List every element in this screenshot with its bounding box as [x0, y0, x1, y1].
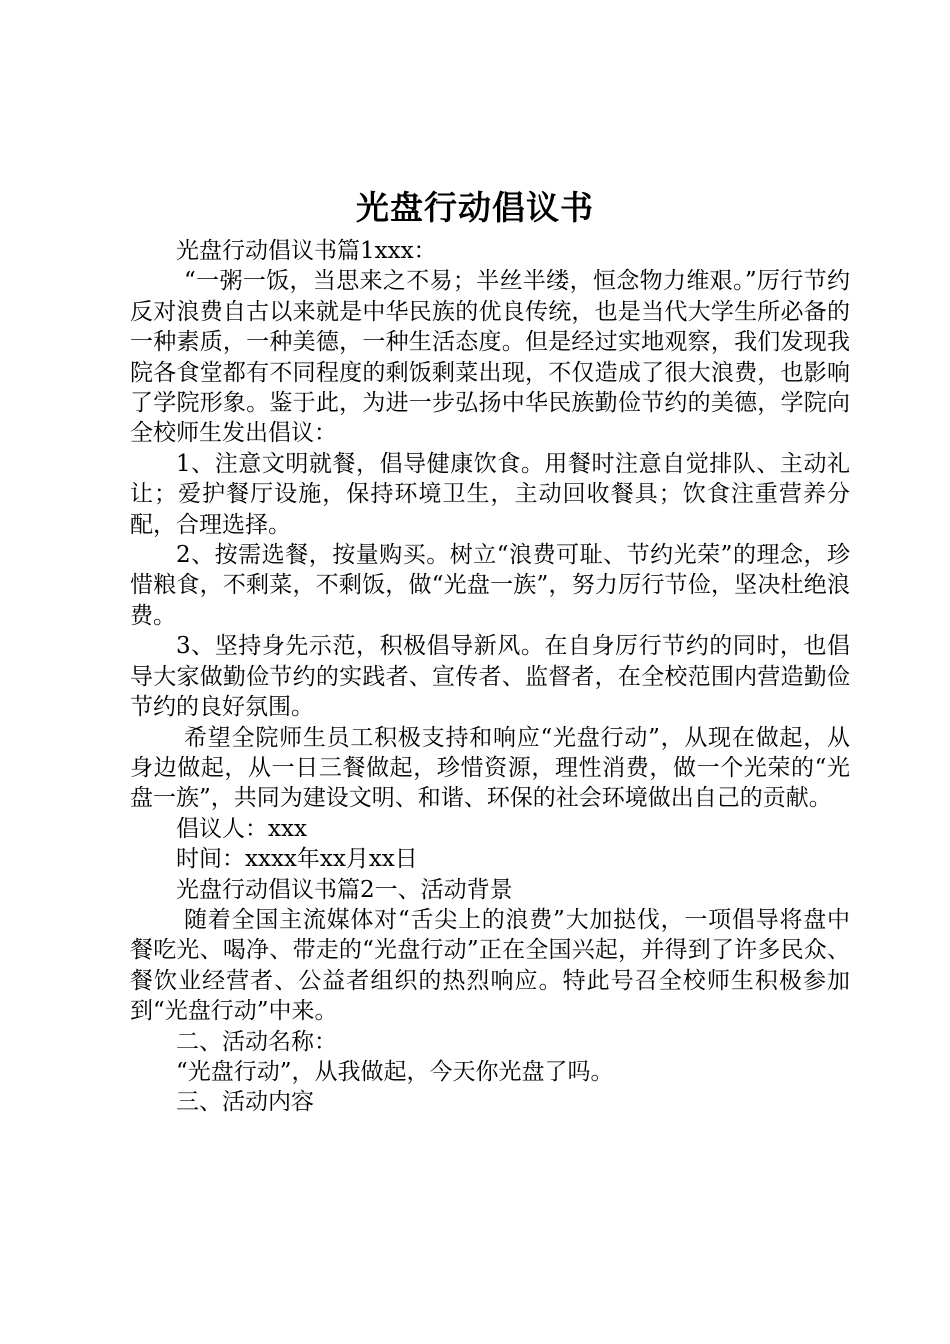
document-body [130, 236, 850, 1118]
background-paragraph: 随着全国主流媒体对“舌尖上的浪费”大加挞伐，一项倡导将盘中餐吃光、喝净、带走的“光盘行动”正在全国兴起，并得到了许多民众、餐饮业经营者、公益者组织的热烈响应。特此号召全校师生积极参加到“光盘行动”中来。 [130, 906, 850, 1025]
activity-name-heading: 二、活动名称： [176, 1028, 337, 1055]
proposal-item-3: 3、坚持身先示范，积极倡导新风。在自身厉行节约的同时，也倡导大家做勤俭节约的实践者、宣传者、监督者，在全校范围内营造勤俭节约的良好氛围。 [130, 633, 850, 721]
section-heading-1: 光盘行动倡议书篇1xxx： [176, 238, 437, 264]
closing-paragraph: 希望全院师生员工积极支持和响应“光盘行动”，从现在做起，从身边做起，从一日三餐做起，珍惜资源，理性消费，做一个光荣的“光盘一族”，共同为建设文明、和谐、环保的社会环境做出自己的贡献。 [130, 724, 850, 812]
section-heading-2: 光盘行动倡议书篇2一、活动背景 [176, 876, 513, 903]
activity-name-text: “光盘行动”，从我做起，今天你光盘了吗。 [176, 1058, 614, 1085]
proposal-item-1: 1、注意文明就餐，倡导健康饮食。用餐时注意自觉排队、主动礼让；爱护餐厅设施，保持环境卫生，主动回收餐具；饮食注重营养分配，合理选择。 [130, 450, 850, 538]
proposal-item-2: 2、按需选餐，按量购买。树立“浪费可耻、节约光荣”的理念，珍惜粮食，不剩菜，不剩饭，做“光盘一族”，努力厉行节俭，坚决杜绝浪费。 [130, 542, 850, 629]
date-line: 时间：xxxx年xx月xx日 [176, 846, 418, 873]
intro-paragraph: “一粥一饭，当思来之不易；半丝半缕，恒念物力维艰。”厉行节约反对浪费自古以来就是中华民族的优良传统，也是当代大学生所必备的一种素质，一种美德，一种生活态度。但是经过实地观察，我们发现我院各食堂都有不同程度的剩饭剩菜出现，不仅造成了很大浪费，也影响了学院形象。鉴于此，为进一步弘扬中华民族勤俭节约的美德，学院向全校师生发出倡议： [130, 268, 850, 447]
initiator-line: 倡议人：xxx [176, 815, 307, 842]
document-title: 光盘行动倡议书 [356, 188, 594, 227]
activity-content-heading: 三、活动内容 [176, 1089, 314, 1116]
